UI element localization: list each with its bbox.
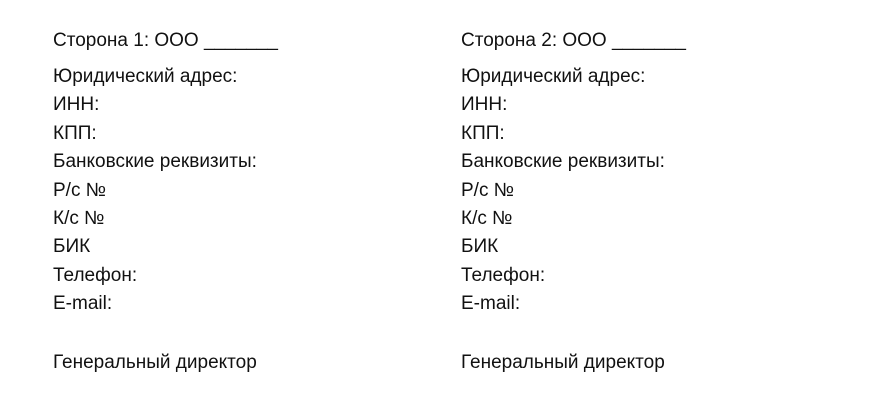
party-1-details <box>53 28 433 377</box>
party-2-bik-label: БИК <box>461 236 499 258</box>
party-2-signature-title: Генеральный директор <box>461 351 665 373</box>
party-2-title: Сторона 2: ООО _______ <box>461 30 686 51</box>
party-1-settlement-account-label: Р/с № <box>53 179 107 201</box>
party-2-bank-details-label: Банковские реквизиты: <box>461 151 665 173</box>
party-1-correspondent-account-label: К/с № <box>53 207 105 229</box>
party-1-phone-label: Телефон: <box>53 264 138 286</box>
party-2-correspondent-account-label: К/с № <box>461 207 513 229</box>
party-1-signature-title: Генеральный директор <box>53 351 257 373</box>
party-1-email-label: E-mail: <box>53 293 113 315</box>
party-1-kpp-label: КПП: <box>53 122 97 144</box>
party-2-email-label: E-mail: <box>461 293 521 315</box>
party-1-title: Сторона 1: ООО _______ <box>53 30 278 51</box>
party-2-inn-label: ИНН: <box>461 94 508 116</box>
party-1-inn-label: ИНН: <box>53 94 100 116</box>
party-2-kpp-label: КПП: <box>461 122 505 144</box>
party-1-legal-address-label: Юридический адрес: <box>53 66 238 87</box>
party-2-details <box>461 28 841 377</box>
party-2-legal-address-label: Юридический адрес: <box>461 66 646 87</box>
party-1-bik-label: БИК <box>53 236 91 258</box>
party-2-settlement-account-label: Р/с № <box>461 179 515 201</box>
party-2-phone-label: Телефон: <box>461 264 546 286</box>
party-1-bank-details-label: Банковские реквизиты: <box>53 151 257 173</box>
